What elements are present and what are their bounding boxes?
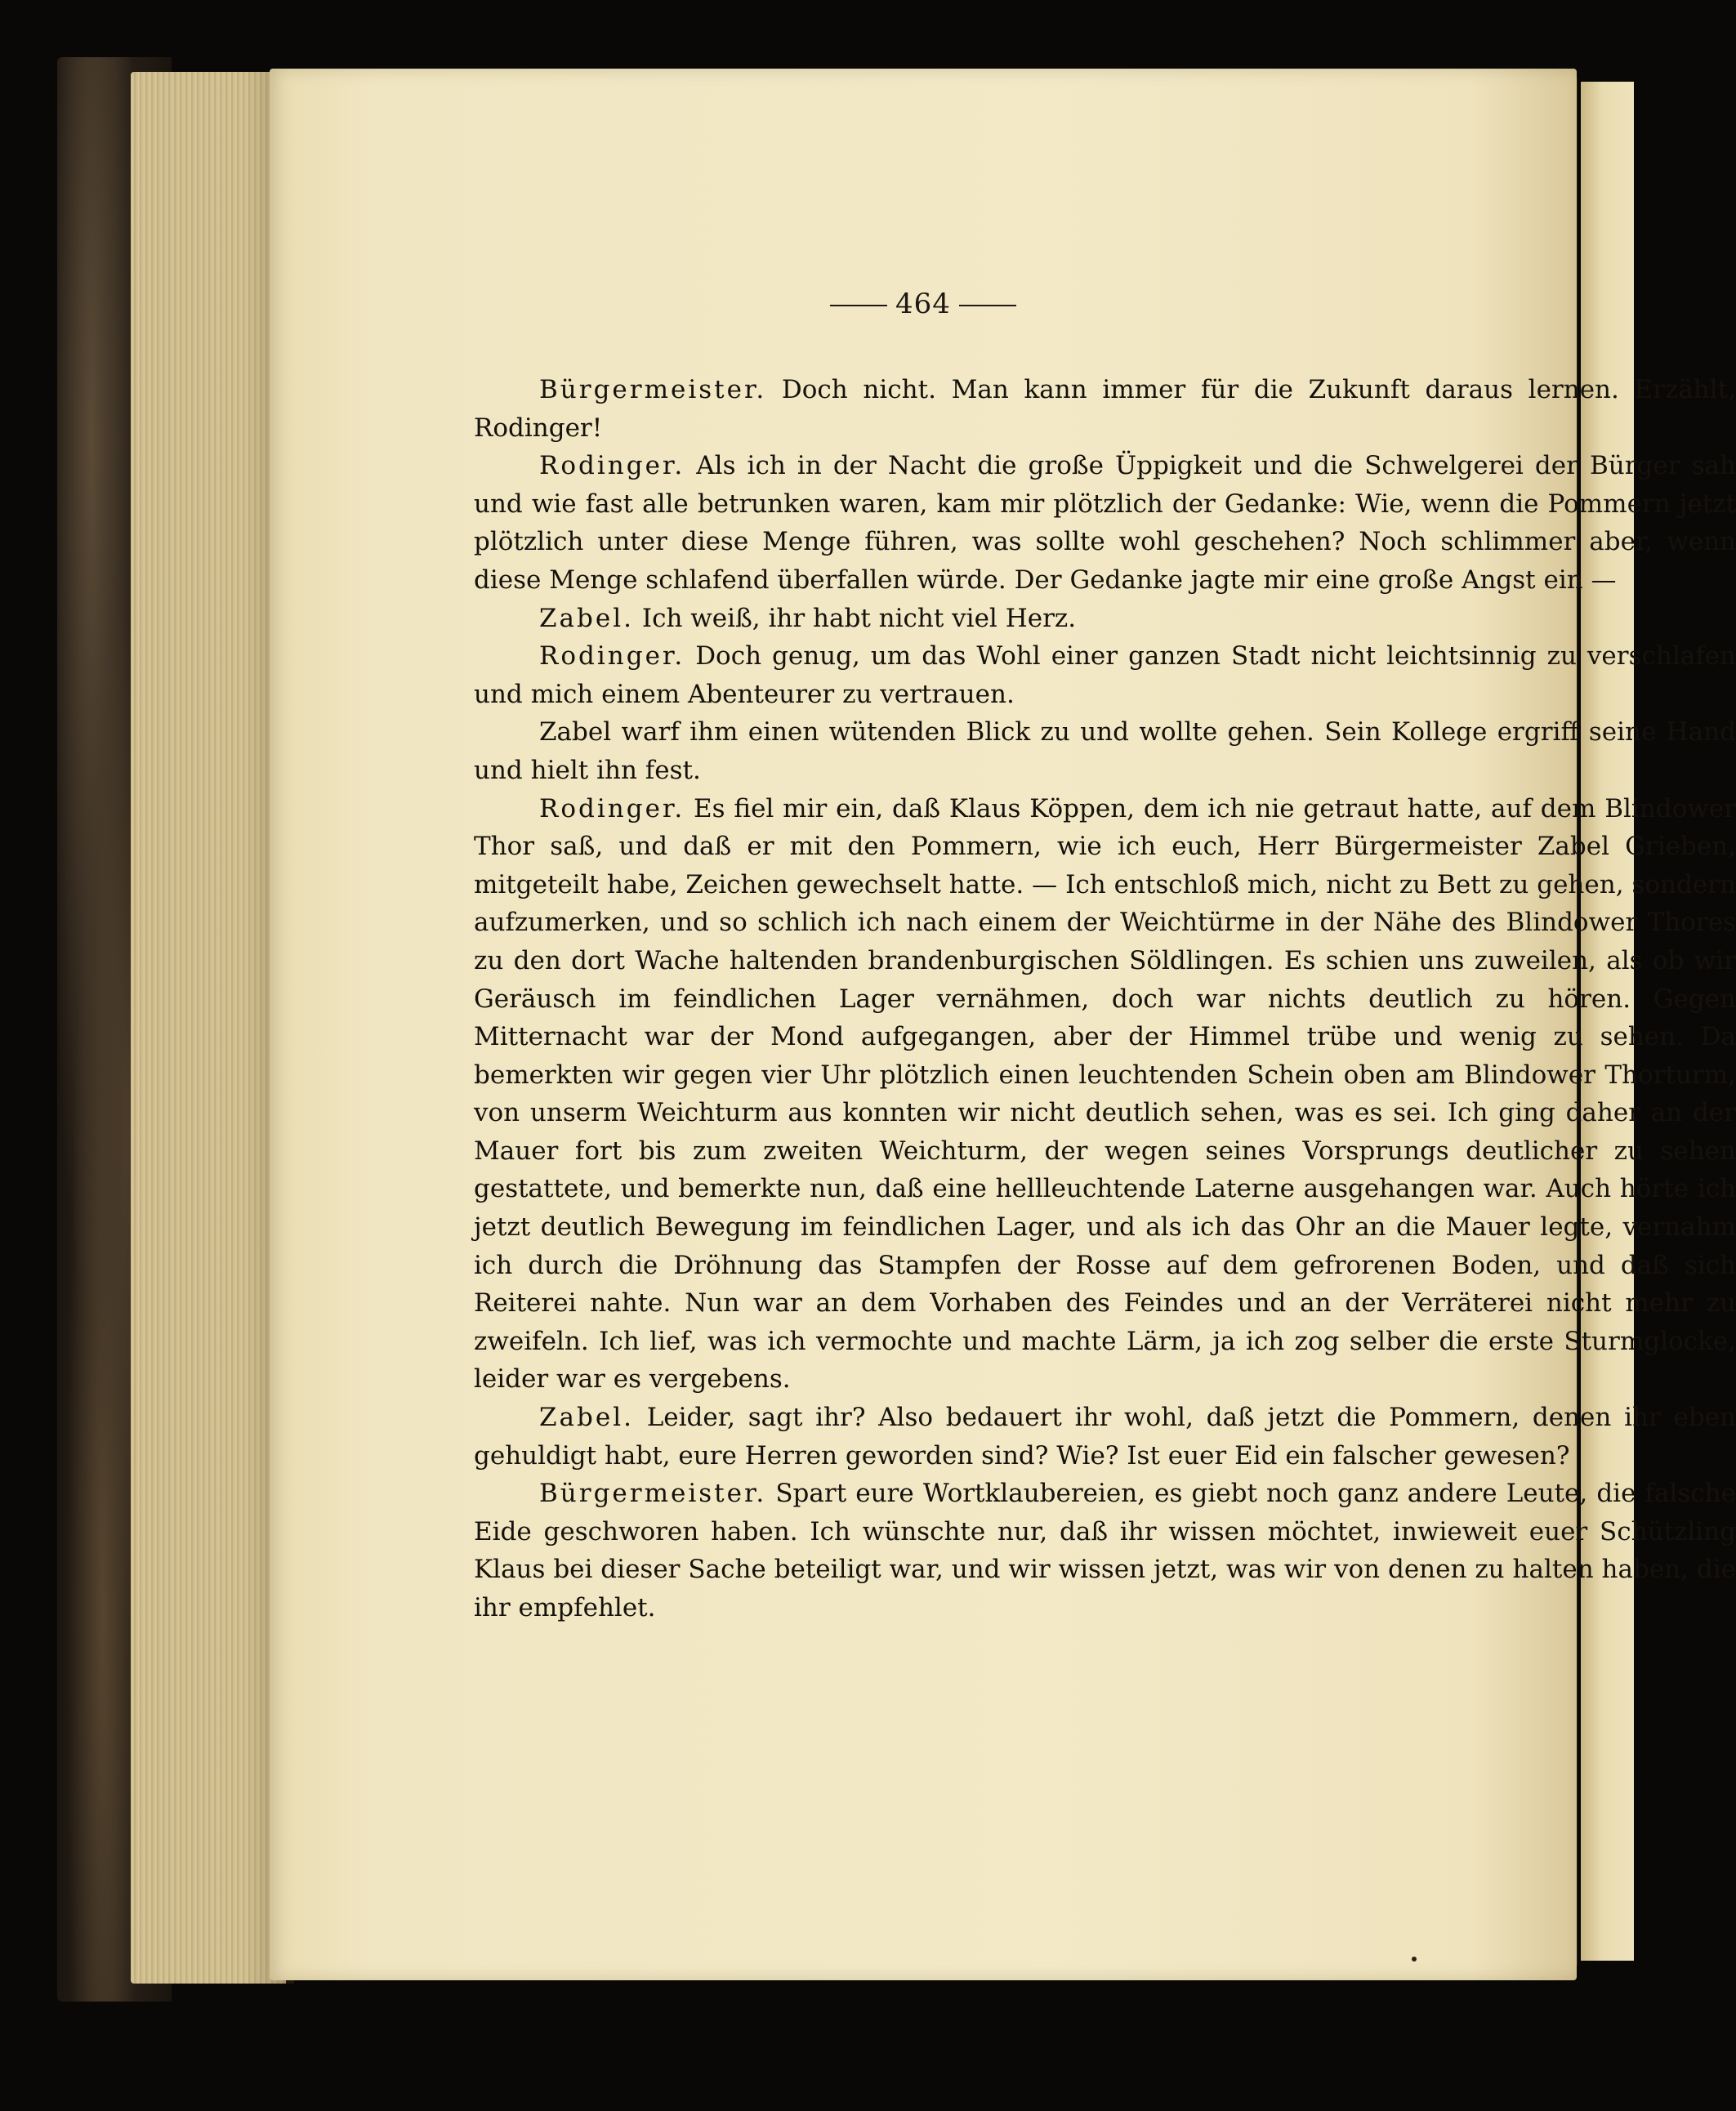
ink-speck <box>1412 1957 1417 1961</box>
paragraph <box>474 600 1736 638</box>
paragraph-text: Spart eure Wortklaubereien, es giebt noch ganz andere Leute, die falsche Eide geschworen haben. Ich wünschte nur, daß ihr wissen möchtet, inwieweit euer Schützling Klaus bei dieser Sache beteiligt war, und wir wissen jetzt, was wir von denen zu halten haben, die ihr empfehlet. <box>474 1479 1736 1622</box>
paragraph-text: Ich weiß, ihr habt nicht viel Herz. <box>641 603 1077 633</box>
paragraph <box>474 447 1736 599</box>
speaker-name: Rodinger. <box>539 793 685 823</box>
paragraph-text: Als ich in der Nacht die große Üppigkeit und die Schwelgerei der Bürger sah und wie fast alle betrunken waren, kam mir plötzlich der Gedanke: Wie, wenn die Pommern jetzt plötzlich unter diese Menge führen, was sollte wohl geschehen? Noch schlimmer aber, wenn diese Menge schlafend überfallen würde. Der Gedanke jagte mir eine große Angst ein — <box>474 451 1736 595</box>
paragraph-text: Es fiel mir ein, daß Klaus Köppen, dem ich nie getraut hatte, auf dem Blindower Thor saß, und daß er mit den Pommern, wie ich euch, Herr Bürgermeister Zabel Grieben, mitgeteilt habe, Zeichen gewechselt hatte. — Ich entschloß mich, nicht zu Bett zu gehen, sondern aufzumerken, und so schlich ich nach einem der Weichtürme in der Nähe des Blindower Thores zu den dort Wache haltenden brandenburgischen Söldlingen. Es schien uns zuweilen, als ob wir Geräusch im feindlichen Lager vernähmen, doch war nichts deutlich zu hören. Gegen Mitternacht war der Mond aufgegangen, aber der Himmel trübe und wenig zu sehen. Da bemerkten wir gegen vier Uhr plötzlich einen leuchtenden Schein oben am Blindower Thorturm, von unserm Weichturm aus konnten wir nicht deutlich sehen, was es sei. Ich ging daher an der Mauer fort bis zum zweiten Weichturm, der wegen seines Vorsprungs deutlicher zu sehen gestattete, und bemerkte nun, daß eine hellleuchtende Laterne ausgehangen war. Auch hörte ich jetzt deutlich Bewegung im feindlichen Lager, und als ich das Ohr an die Mauer legte, vernahm ich durch die Dröhnung das Stampfen der Rosse auf dem gefrorenen Boden, und daß sich Reiterei nahte. Nun war an dem Vorhaben des Feindes und an der Verräterei nicht mehr zu zweifeln. Ich lief, was ich vermochte und machte Lärm, ja ich zog selber die erste Sturmglocke, leider war es vergebens. <box>474 793 1736 1395</box>
speaker-name: Zabel. <box>539 603 634 633</box>
page-number <box>270 288 1577 320</box>
speaker-name: Rodinger. <box>539 451 685 481</box>
paragraph <box>474 790 1736 1399</box>
speaker-name: Bürgermeister. <box>539 1479 767 1509</box>
paragraph <box>474 637 1736 713</box>
page-number-text: 464 <box>895 288 951 320</box>
book-page <box>270 69 1736 1980</box>
speaker-name: Bürgermeister. <box>539 375 767 404</box>
paragraph <box>474 713 1736 789</box>
speaker-name: Zabel. <box>539 1403 634 1433</box>
paragraph <box>474 1399 1736 1475</box>
paragraph-text: Doch nicht. Man kann immer für die Zukunft daraus lernen. Erzählt, Rodinger! <box>474 375 1736 443</box>
paragraph <box>474 371 1736 447</box>
paragraph-text: Doch genug, um das Wohl einer ganzen Stadt nicht leichtsinnig zu verschlafen und mich einem Abenteurer zu vertrauen. <box>474 641 1736 709</box>
body-text <box>474 371 1736 1627</box>
paragraph-text: Zabel warf ihm einen wütenden Blick zu und wollte gehen. Sein Kollege ergriff seine Hand und hielt ihn fest. <box>474 717 1736 785</box>
page-number-rule-left <box>830 305 887 306</box>
paragraph <box>474 1475 1736 1627</box>
page-number-rule-right <box>959 305 1016 306</box>
paragraph-text: Leider, sagt ihr? Also bedauert ihr wohl, daß jetzt die Pommern, denen ihr eben gehuldigt habt, eure Herren geworden sind? Wie? Ist euer Eid ein falscher gewesen? <box>474 1403 1736 1471</box>
speaker-name: Rodinger. <box>539 641 685 672</box>
